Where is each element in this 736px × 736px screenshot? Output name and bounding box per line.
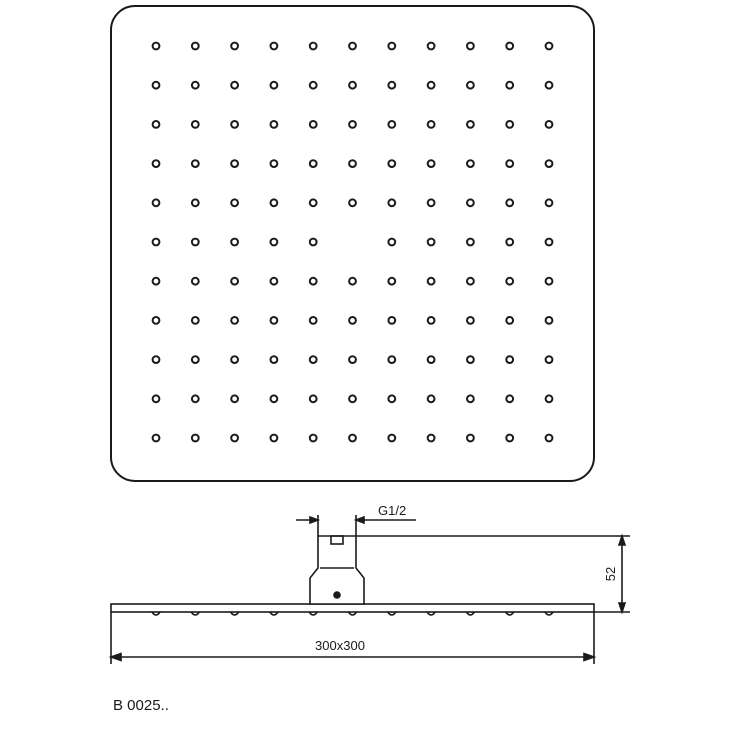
nozzle: [467, 317, 474, 324]
nozzle: [467, 239, 474, 246]
nozzle: [428, 199, 435, 206]
nozzle: [467, 356, 474, 363]
nozzle: [506, 317, 513, 324]
nozzle: [349, 395, 356, 402]
nozzle: [153, 82, 160, 89]
nozzle: [546, 435, 553, 442]
nozzle: [428, 278, 435, 285]
nozzle: [192, 239, 199, 246]
nozzle: [192, 199, 199, 206]
nozzle: [271, 356, 278, 363]
nozzle: [467, 278, 474, 285]
nozzle: [546, 160, 553, 167]
nozzle: [506, 435, 513, 442]
nozzle: [467, 43, 474, 50]
nozzle: [546, 199, 553, 206]
nozzle: [506, 199, 513, 206]
nozzle: [231, 278, 238, 285]
height-label: 52: [603, 566, 618, 582]
nozzle: [546, 82, 553, 89]
nozzle: [192, 435, 199, 442]
nozzle: [546, 395, 553, 402]
nozzle: [546, 317, 553, 324]
nozzle: [428, 239, 435, 246]
nozzle: [388, 356, 395, 363]
nozzle: [388, 278, 395, 285]
nozzle: [271, 278, 278, 285]
nozzle: [310, 43, 317, 50]
nozzle: [231, 317, 238, 324]
nozzle: [388, 82, 395, 89]
nozzle: [310, 435, 317, 442]
nozzle: [349, 199, 356, 206]
nozzle: [271, 435, 278, 442]
nozzle: [349, 278, 356, 285]
nozzle: [546, 356, 553, 363]
shower-plate-outline: [111, 6, 594, 481]
nozzle: [506, 239, 513, 246]
nozzle: [349, 43, 356, 50]
nozzle: [388, 160, 395, 167]
nozzle: [271, 395, 278, 402]
nozzle: [467, 435, 474, 442]
nozzle: [271, 239, 278, 246]
nozzle: [231, 435, 238, 442]
nozzle: [192, 356, 199, 363]
nozzle: [192, 278, 199, 285]
nozzle: [192, 43, 199, 50]
nozzle: [388, 435, 395, 442]
nozzle: [231, 199, 238, 206]
thread-label: G1/2: [378, 503, 407, 518]
nozzle: [428, 356, 435, 363]
side-view: [111, 515, 630, 664]
nozzle: [310, 356, 317, 363]
nozzle: [388, 199, 395, 206]
width-label: 300x300: [315, 638, 365, 653]
nozzle: [192, 160, 199, 167]
nozzle: [428, 435, 435, 442]
nozzle: [428, 121, 435, 128]
product-code: B 0025..: [113, 697, 169, 714]
nozzle: [310, 239, 317, 246]
nozzle: [153, 121, 160, 128]
nozzle: [467, 121, 474, 128]
nozzle: [506, 278, 513, 285]
nozzle: [231, 43, 238, 50]
plate-side: [111, 604, 594, 612]
nozzle: [192, 82, 199, 89]
nozzle: [271, 160, 278, 167]
nozzle: [231, 356, 238, 363]
nozzle: [388, 239, 395, 246]
nozzle-grid: [153, 43, 553, 442]
nozzle: [467, 82, 474, 89]
nozzle: [388, 43, 395, 50]
nozzle: [271, 199, 278, 206]
nozzle: [231, 395, 238, 402]
nozzle: [546, 121, 553, 128]
top-view: [111, 6, 594, 481]
nozzle: [349, 317, 356, 324]
nozzle: [349, 435, 356, 442]
nozzle: [349, 160, 356, 167]
nozzle: [506, 121, 513, 128]
nozzle: [310, 395, 317, 402]
nozzle: [388, 121, 395, 128]
nozzle: [153, 199, 160, 206]
nozzle: [310, 160, 317, 167]
nozzle: [192, 121, 199, 128]
nozzle: [467, 199, 474, 206]
nozzle: [153, 160, 160, 167]
nozzle: [428, 160, 435, 167]
nozzle: [153, 239, 160, 246]
nozzle: [271, 317, 278, 324]
nozzle: [349, 121, 356, 128]
nozzle: [310, 121, 317, 128]
nozzle: [546, 239, 553, 246]
nozzle: [153, 317, 160, 324]
nozzle: [310, 199, 317, 206]
nozzle: [506, 82, 513, 89]
nozzle: [231, 82, 238, 89]
nozzle: [506, 395, 513, 402]
nozzle: [546, 43, 553, 50]
nozzle: [388, 395, 395, 402]
nozzle: [310, 317, 317, 324]
nozzle: [467, 160, 474, 167]
nozzle: [310, 278, 317, 285]
nozzle: [506, 43, 513, 50]
nozzle: [153, 43, 160, 50]
nozzle: [192, 395, 199, 402]
nozzle: [349, 82, 356, 89]
nozzle: [467, 395, 474, 402]
nozzle: [428, 82, 435, 89]
nozzle: [388, 317, 395, 324]
nozzle: [271, 43, 278, 50]
nozzle: [349, 356, 356, 363]
nozzle: [192, 317, 199, 324]
nozzle: [506, 160, 513, 167]
nozzle: [428, 395, 435, 402]
nozzle: [231, 239, 238, 246]
nozzle: [506, 356, 513, 363]
nozzle: [271, 82, 278, 89]
connector-screw: [334, 592, 340, 598]
nozzle: [153, 395, 160, 402]
nozzle: [428, 43, 435, 50]
nozzle: [428, 317, 435, 324]
nozzle: [231, 160, 238, 167]
nozzle: [271, 121, 278, 128]
nozzle: [153, 278, 160, 285]
nozzle: [153, 435, 160, 442]
nozzle: [231, 121, 238, 128]
nozzle: [546, 278, 553, 285]
nozzle: [153, 356, 160, 363]
nozzle: [310, 82, 317, 89]
